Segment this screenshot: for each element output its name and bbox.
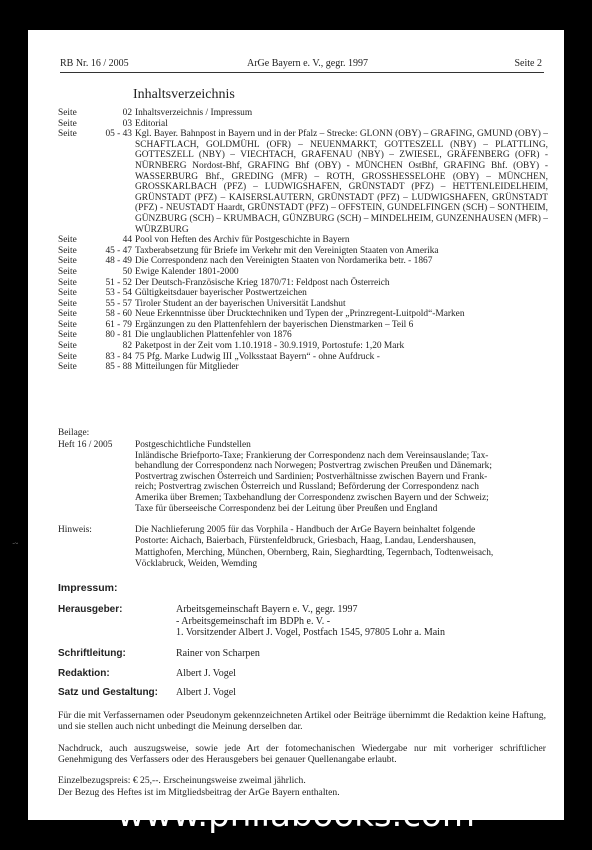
toc-seite: Seite — [58, 288, 77, 299]
toc-pages: 44 — [122, 235, 132, 246]
toc-pages: 83 - 84 — [105, 351, 132, 362]
disclaimer-paragraph: Für die mit Verfassernamen oder Pseudonym gekennzeichneten Artikel oder Beiträge übernimmt die Redaktion keine Haftung, und sie stellen auch nicht unbedingt die Meinung derselben dar. — [58, 710, 546, 733]
toc-description: Paketpost in der Zeit vom 1.10.1918 - 30.9.1919, Portostufe: 1,20 Mark — [135, 341, 405, 352]
toc-seite: Seite — [58, 266, 77, 277]
beilage-heft: Heft 16 / 2005 — [58, 440, 113, 450]
toc-description: 75 Pfg. Marke Ludwig III „Volksstaat Bayern“ - ohne Aufdruck - — [135, 351, 380, 362]
toc-row — [58, 278, 548, 289]
hinweis-line: Die Nachlieferung 2005 für das Vorphila - Handbuch der ArGe Bayern beinhaltet folgende — [135, 525, 476, 535]
beilage-line: Taxe für überseeische Correspondenz bei der Leitung über Preußen und England — [135, 503, 438, 514]
subscription-line: Der Bezug des Heftes ist im Mitgliedsbeitrag der ArGe Bayern enthalten. — [58, 787, 340, 798]
page-title: Inhaltsverzeichnis — [133, 87, 235, 102]
toc-row — [58, 309, 548, 320]
watermark-url: www.philabooks.com — [117, 795, 475, 835]
toc-seite: Seite — [58, 235, 77, 246]
impressum-heading: Impressum: — [58, 582, 118, 594]
toc-pages: 80 - 81 — [105, 330, 132, 341]
beilage-content — [135, 440, 555, 514]
price-line: Einzelbezugspreis: € 25,--. Erscheinungsweise zweimal jährlich. — [58, 775, 306, 786]
toc-pages: 51 - 52 — [105, 277, 132, 288]
toc-description: Inhaltsverzeichnis / Impressum — [135, 108, 253, 118]
toc-description: Tiroler Student an der bayerischen Universität Landshut — [135, 298, 346, 309]
table-of-contents — [58, 108, 548, 373]
toc-seite: Seite — [58, 118, 77, 129]
toc-pages: 45 - 47 — [105, 245, 132, 256]
satz-value: Albert J. Vogel — [176, 687, 236, 698]
satz-label: Satz und Gestaltung: — [58, 687, 158, 698]
beilage-line: Inländische Briefporto-Taxe; Frankierung der Correspondenz nach dem Vereinsauslande; Tax- — [135, 450, 489, 461]
toc-row — [58, 352, 548, 363]
toc-pages: 61 - 79 — [105, 319, 132, 330]
toc-seite: Seite — [58, 330, 77, 341]
issue-number: RB Nr. 16 / 2005 — [60, 58, 129, 69]
margin-mark: ·~ — [12, 540, 19, 548]
running-header — [60, 58, 544, 73]
toc-row — [58, 129, 548, 235]
toc-description: Ewige Kalender 1801-2000 — [135, 266, 239, 277]
beilage-line: reich; Postvertrag zwischen Österreich und Russland; Beförderung der Correspondenz nach — [135, 482, 479, 493]
toc-row — [58, 362, 548, 373]
beilage-line: behandlung der Correspondenz nach Norwegen; Postvertrag zwischen Preußen und Dänemark; — [135, 461, 492, 472]
schriftleitung-label: Schriftleitung: — [58, 648, 126, 659]
toc-seite: Seite — [58, 298, 77, 309]
document-page — [28, 30, 564, 820]
herausgeber-value — [176, 604, 445, 639]
toc-pages: 58 - 60 — [105, 309, 132, 320]
hinweis-content — [135, 525, 555, 571]
toc-row — [58, 256, 548, 267]
herausgeber-line: 1. Vorsitzender Albert J. Vogel, Postfach 1545, 97805 Lohr a. Main — [176, 627, 445, 638]
toc-seite: Seite — [58, 362, 77, 373]
toc-seite: Seite — [58, 256, 77, 267]
toc-seite: Seite — [58, 245, 77, 256]
toc-description: Mitteilungen für Mitglieder — [135, 362, 239, 373]
toc-description: Ergänzungen zu den Plattenfehlern der bayerischen Dienstmarken – Teil 6 — [135, 319, 414, 330]
toc-row — [58, 341, 548, 352]
hinweis-line: Vöcklabruck, Weiden, Wemding — [135, 559, 258, 570]
toc-seite: Seite — [58, 309, 77, 320]
toc-row — [58, 288, 548, 299]
toc-seite: Seite — [58, 341, 77, 352]
toc-description: Die unglaublichen Plattenfehler von 1876 — [135, 330, 292, 341]
toc-row — [58, 235, 548, 246]
toc-pages: 55 - 57 — [105, 298, 132, 309]
toc-description: Die Correspondenz nach den Vereinigten Staaten von Nordamerika betr. - 1867 — [135, 256, 433, 267]
toc-row — [58, 119, 548, 130]
toc-pages: 50 — [122, 266, 132, 277]
toc-description: Neue Erkenntnisse über Drucktechniken und Typen der „Prinzregent-Luitpold“-Marken — [135, 309, 465, 320]
beilage-line: Amerika über Bremen; Taxbehandlung der Correspondenz zwischen Bayern und der Schweiz; — [135, 492, 489, 503]
toc-row — [58, 320, 548, 331]
toc-seite: Seite — [58, 108, 77, 118]
toc-pages: 53 - 54 — [105, 288, 132, 299]
toc-pages: 03 — [122, 118, 132, 129]
toc-row — [58, 108, 548, 119]
toc-description: Der Deutsch-Französische Krieg 1870/71: Feldpost nach Österreich — [135, 277, 390, 288]
toc-row — [58, 299, 548, 310]
herausgeber-line: - Arbeitsgemeinschaft im BDPh e. V. - — [176, 615, 331, 627]
beilage-line: Postvertrag zwischen Österreich und Sardinien; Postverhältnisse zwischen Bayern und Frank- — [135, 471, 488, 482]
toc-row — [58, 246, 548, 257]
beilage-title: Postgeschichtliche Fundstellen — [135, 440, 251, 450]
toc-description: Kgl. Bayer. Bahnpost in Bayern und in der Pfalz – Strecke: GLONN (OBY) – GRAFING, GMUND (OBY) – SCHAFTLACH, GOLDMÜHL (OFR) – NEUENMARKT, GOTTESZELL (NBY) – PLATTLING, GOTTESZELL (NBY) – VIECHTACH, GRAFENAU (NBY) – ZWIESEL, GRÄFENBERG (OFR) - NÜRNBERG Nordost-Bhf, GRAFING Bhf (OBY) - MÜNCHEN OstBhf, GRAFING Bhf. (OBY) - WASSERBURG Bhf., GREDING (MFR) – ROTH, GROSSHESSELOHE (OBY) – MÜNCHEN, GROSSKARLBACH (PFZ) – LUDWIGSHAFEN, GRÜNSTADT (PFZ) – HETTENLEIDELHEIM, GRÜNSTADT (PFZ) – KAISERSLAUTERN, GRÜNSTADT (PFZ) – LUDWIGSHAFEN, GRÜNSTADT (PFZ) - NEUSTADT Haardt, GRÜNSTADT (PFZ) – OFFSTEIN, GUNDELFINGEN (SCH) – SONTHEIM, GÜNZBURG (SCH) – KRUMBACH, GÜNZBURG (SCH) – MINDELHEIM, GUNZENHAUSEN (MFR) – WÜRZBURG — [135, 129, 548, 235]
toc-seite: Seite — [58, 129, 77, 140]
hinweis-label: Hinweis: — [58, 525, 92, 535]
publisher-name: ArGe Bayern e. V., gegr. 1997 — [247, 58, 368, 69]
redaktion-value: Albert J. Vogel — [176, 668, 236, 679]
redaktion-label: Redaktion: — [58, 668, 110, 679]
toc-description: Gültigkeitsdauer bayerischer Postwertzeichen — [135, 288, 307, 299]
toc-pages: 85 - 88 — [105, 362, 132, 373]
toc-pages: 82 — [122, 341, 132, 352]
toc-description: Taxberabsetzung für Briefe im Verkehr mit den Vereinigten Staaten von Amerika — [135, 245, 439, 256]
toc-description: Editorial — [135, 118, 168, 129]
toc-seite: Seite — [58, 351, 77, 362]
toc-row — [58, 267, 548, 278]
toc-seite: Seite — [58, 319, 77, 330]
page-number: Seite 2 — [514, 58, 542, 69]
herausgeber-line: Arbeitsgemeinschaft Bayern e. V., gegr. 1997 — [176, 604, 358, 615]
toc-description: Pool von Heften des Archiv für Postgeschichte in Bayern — [135, 235, 350, 246]
hinweis-line: Mattighofen, Merching, München, Obernberg, Rain, Sieghardting, Tegernbach, Todtenweisach, — [135, 547, 494, 558]
toc-pages: 48 - 49 — [105, 256, 132, 267]
toc-seite: Seite — [58, 277, 77, 288]
copyright-paragraph: Nachdruck, auch auszugsweise, sowie jede Art der fotomechanischen Wiedergabe nur mit vorheriger schriftlicher Genehmigung des Verfassers oder des Herausgebers bei genauer Quellenangabe erlaubt. — [58, 743, 546, 766]
herausgeber-label: Herausgeber: — [58, 604, 123, 615]
toc-pages: 05 - 43 — [105, 129, 132, 140]
schriftleitung-value: Rainer von Scharpen — [176, 648, 260, 659]
beilage-label: Beilage: — [58, 428, 90, 438]
hinweis-line: Postorte: Aichach, Baierbach, Fürstenfeldbruck, Griesbach, Haag, Landau, Lendershausen, — [135, 536, 477, 547]
toc-row — [58, 330, 548, 341]
toc-pages: 02 — [122, 108, 132, 118]
